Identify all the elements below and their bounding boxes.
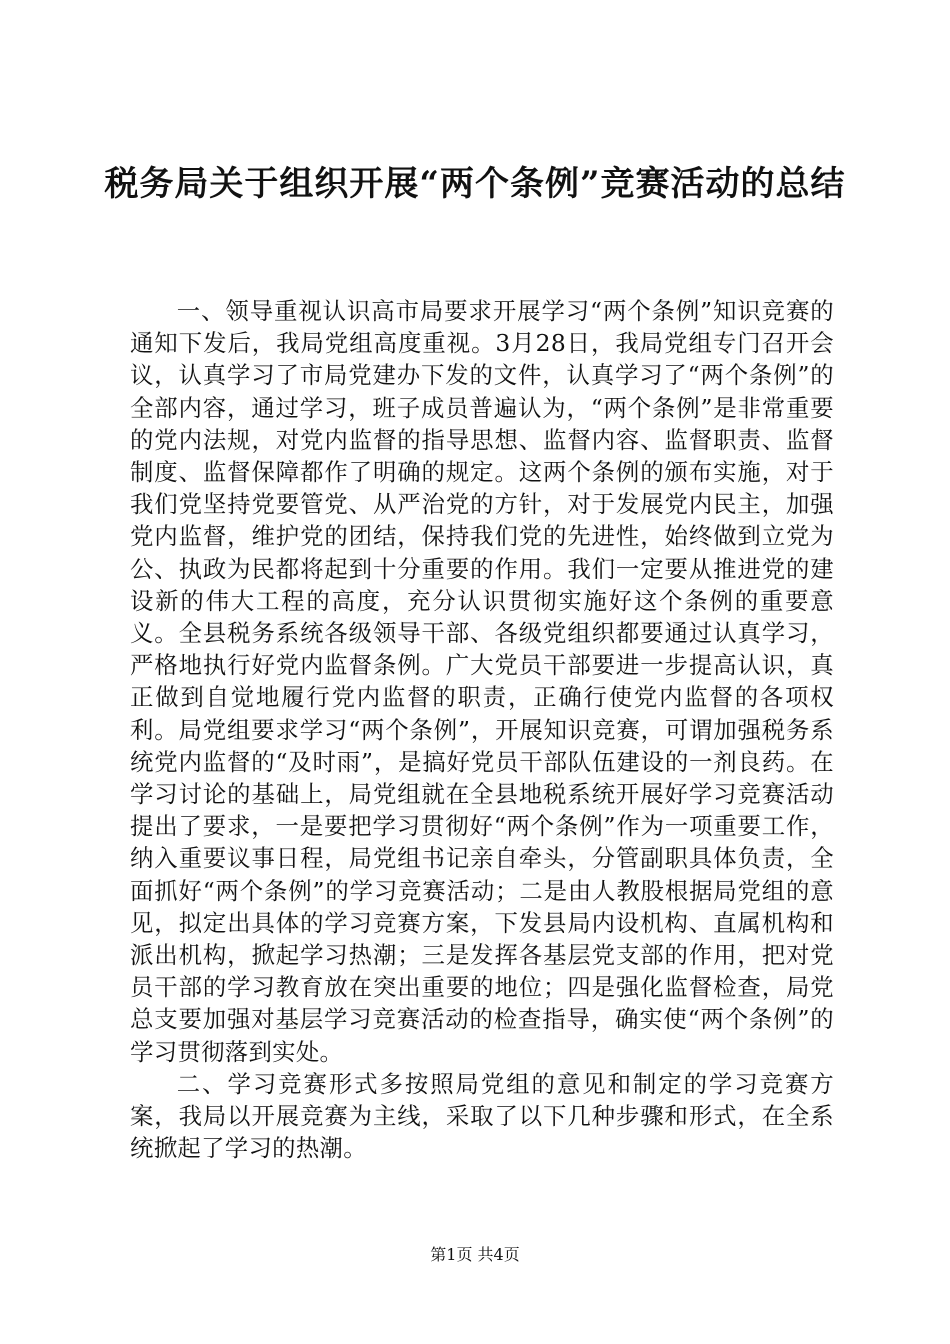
document-title: 税务局关于组织开展“两个条例”竞赛活动的总结 <box>104 164 846 204</box>
page-footer: 第1页 共4页 <box>430 1245 520 1264</box>
paragraph-leadership: 一、领导重视认识高市局要求开展学习“两个条例”知识竞赛的通知下发后，我局党组高度重视。3月28日，我局党组专门召开会议，认真学习了市局党建办下发的文件，认真学习了“两个条例”的全部内容，通过学习，班子成员普遍认为，“两个条例”是非常重要的党内法规，对党内监督的指导思想、监督内容、监督职责、监督制度、监督保障都作了明确的规定。这两个条例的颁布实施，对于我们党坚持党要管党、从严治党的方针，对于发展党内民主，加强党内监督，维护党的团结，保持我们党的先进性，始终做到立党为公、执政为民都将起到十分重要的作用。我们一定要从推进党的建设新的伟大工程的高度，充分认识贯彻实施好这个条例的重要意义。全县税务系统各级领导干部、各级党组织都要通过认真学习，严格地执行好党内监督条例。广大党员干部要进一步提高认识，真正做到自觉地履行党内监督的职责，正确行使党内监督的各项权利。局党组要求学习“两个条例”，开展知识竞赛，可谓加强税务系统党内监督的“及时雨”，是搞好党员干部队伍建设的一剂良药。在学习讨论的基础上，局党组就在全县地税系统开展好学习竞赛活动提出了要求，一是要把学习贯彻好“两个条例”作为一项重要工作，纳入重要议事日程，局党组书记亲自牵头，分管副职具体负责，全面抓好“两个条例”的学习竞赛活动；二是由人教股根据局党组的意见，拟定出具体的学习竞赛方案，下发县局内设机构、直属机构和派出机构，掀起学习热潮；三是发挥各基层党支部的作用，把对党员干部的学习教育放在突出重要的地位；四是强化监督检查，局党总支要加强对基层学习竞赛活动的检查指导，确实使“两个条例”的学习贯彻落到实处。 <box>130 297 834 1066</box>
document-body <box>130 295 834 1164</box>
paragraph-competition-forms: 二、学习竞赛形式多按照局党组的意见和制定的学习竞赛方案，我局以开展竞赛为主线，采取了以下几种步骤和形式，在全系统掀起了学习的热潮。 <box>130 1069 834 1163</box>
